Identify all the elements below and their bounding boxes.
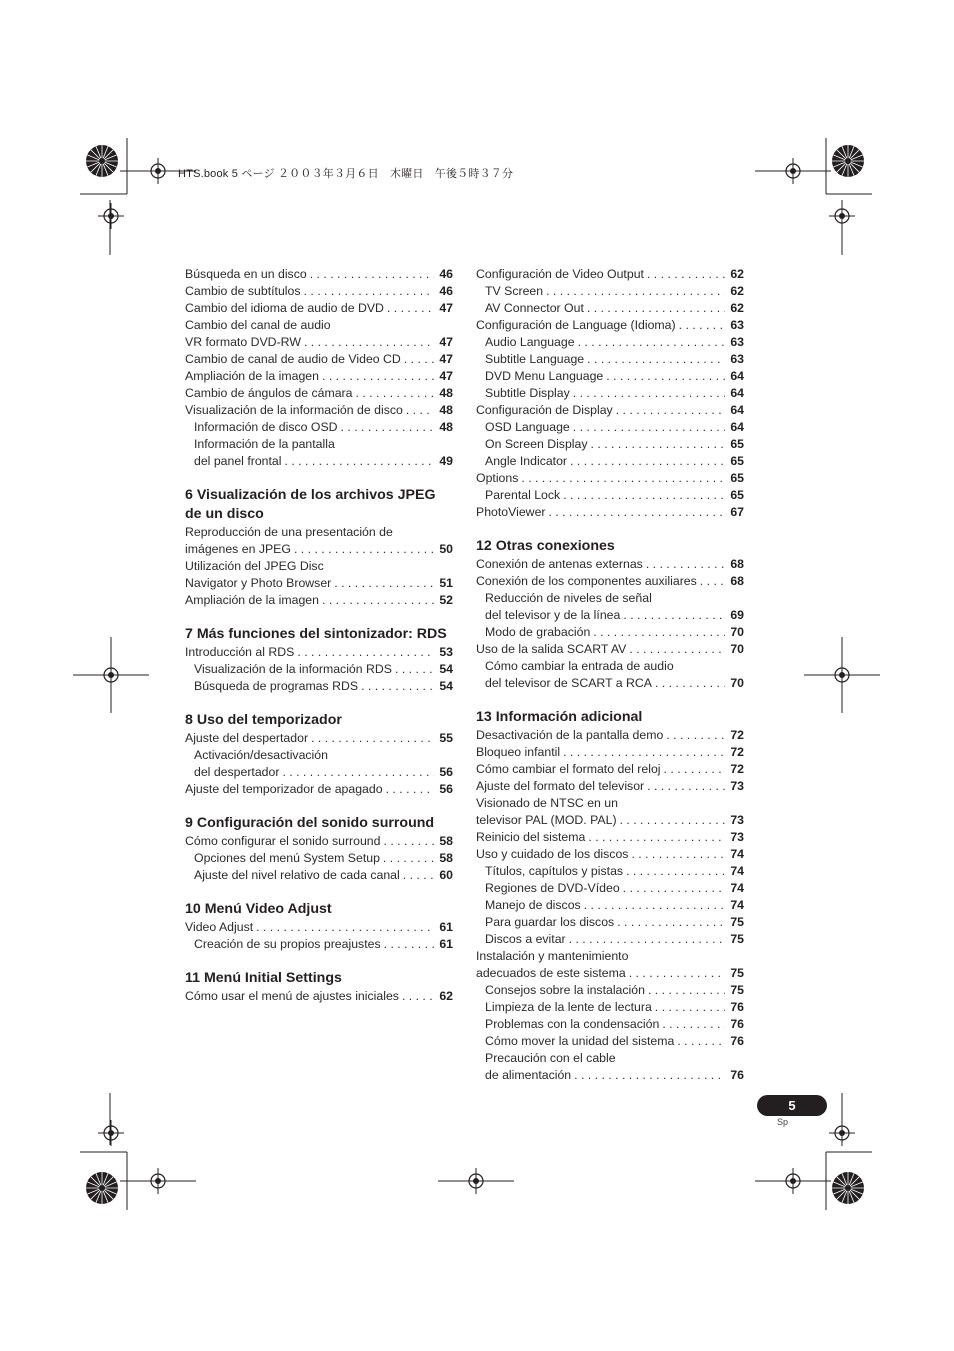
toc-entry[interactable]: [476, 880, 744, 897]
dot-leader: [606, 368, 725, 385]
toc-entry-title: Ajuste del formato del televisor: [476, 779, 645, 793]
toc-entry-title: Precaución con el cable: [485, 1051, 616, 1065]
toc-entry-page: 75: [730, 915, 744, 929]
toc-entry-title: Visualización de la información de disco: [185, 403, 403, 417]
toc-entry-page: 72: [730, 728, 744, 742]
toc-entry[interactable]: [185, 524, 453, 541]
dot-leader: [587, 351, 725, 368]
toc-entry[interactable]: [185, 919, 453, 936]
toc-entry-page: 75: [730, 966, 744, 980]
toc-entry-page: 68: [730, 574, 744, 588]
toc-entry-title: Limpieza de la lente de lectura: [485, 1000, 652, 1014]
toc-entry[interactable]: [185, 402, 453, 419]
section-heading: 10 Menú Video Adjust: [185, 901, 332, 917]
toc-entry[interactable]: [476, 675, 744, 692]
toc-entry-title: AV Connector Out: [485, 301, 584, 315]
dot-leader: [700, 573, 725, 590]
toc-entry[interactable]: [476, 453, 744, 470]
toc-entry-page: 64: [730, 386, 744, 400]
toc-entry[interactable]: [185, 317, 453, 334]
toc-section: [185, 969, 453, 1005]
toc-entry-title: TV Screen: [485, 284, 544, 298]
toc-entry-title: Visualización de la información RDS: [194, 662, 392, 676]
toc-entry[interactable]: [476, 573, 744, 590]
toc-entry-page: 65: [730, 488, 744, 502]
dot-leader: [383, 850, 434, 867]
toc-entry[interactable]: [185, 541, 453, 558]
toc-entry-page: 73: [730, 779, 744, 793]
dot-leader: [384, 833, 435, 850]
toc-entry-page: 52: [439, 593, 453, 607]
toc-entry-title: de alimentación: [485, 1068, 572, 1082]
toc-entry-page: 65: [730, 454, 744, 468]
toc-entry[interactable]: [185, 419, 453, 436]
toc-entry-page: 51: [439, 576, 453, 590]
dot-leader: [334, 575, 434, 592]
toc-entry[interactable]: [476, 846, 744, 863]
page-number-badge: 5: [757, 1095, 827, 1116]
toc-entry[interactable]: [476, 590, 744, 607]
toc-entry[interactable]: [476, 982, 744, 999]
dot-leader: [304, 283, 434, 300]
toc-entry-title: Búsqueda en un disco: [185, 267, 307, 281]
toc-entry[interactable]: [476, 300, 744, 317]
toc-entry-title: Cambio de ángulos de cámara: [185, 386, 353, 400]
toc-section: [185, 814, 453, 884]
toc-entry-title: Activación/desactivación: [194, 748, 328, 762]
language-code: Sp: [777, 1117, 789, 1127]
toc-entry[interactable]: [476, 965, 744, 982]
toc-entry-page: 65: [730, 471, 744, 485]
toc-entry-title: Conexión de los componentes auxiliares: [476, 574, 697, 588]
toc-entry-title: Audio Language: [485, 335, 575, 349]
toc-entry-page: 55: [439, 731, 453, 745]
dot-leader: [406, 402, 434, 419]
dot-leader: [616, 402, 725, 419]
toc-entry-page: 64: [730, 420, 744, 434]
toc-column-left: [185, 266, 453, 1021]
section-heading: 12 Otras conexiones: [476, 538, 615, 554]
section-heading: 9 Configuración del sonido surround: [185, 815, 435, 831]
toc-entry-page: 76: [730, 1000, 744, 1014]
toc-entry-title: Cómo mover la unidad del sistema: [485, 1034, 675, 1048]
toc-entry[interactable]: [185, 368, 453, 385]
dot-leader: [629, 641, 725, 658]
toc-entry[interactable]: [476, 351, 744, 368]
toc-entry[interactable]: [476, 897, 744, 914]
toc-entry-page: 64: [730, 369, 744, 383]
toc-entry-page: 58: [439, 834, 453, 848]
dot-leader: [591, 436, 725, 453]
toc-entry-page: 70: [730, 625, 744, 639]
toc-entry-title: OSD Language: [485, 420, 570, 434]
toc-entry-page: 63: [730, 352, 744, 366]
toc-entry[interactable]: [185, 936, 453, 953]
dot-leader: [623, 880, 725, 897]
dot-leader: [584, 897, 725, 914]
toc-entry-page: 60: [439, 868, 453, 882]
section-heading: 7 Más funciones del sintonizador: RDS: [185, 626, 447, 642]
dot-leader: [387, 300, 434, 317]
toc-entry-title: Cómo configurar el sonido surround: [185, 834, 381, 848]
toc-entry-title: Ajuste del despertador: [185, 731, 309, 745]
toc-entry-page: 76: [730, 1068, 744, 1082]
toc-entry-page: 76: [730, 1017, 744, 1031]
dot-leader: [573, 385, 725, 402]
toc-entry[interactable]: [476, 607, 744, 624]
toc-entry-title: Problemas con la condensación: [485, 1017, 660, 1031]
toc-entry-title: del televisor y de la línea: [485, 608, 621, 622]
toc-entry[interactable]: [476, 624, 744, 641]
toc-entry[interactable]: [476, 368, 744, 385]
section-heading: 6 Visualización de los archivos JPEG de un disco: [185, 487, 436, 522]
toc-entry-page: 54: [439, 662, 453, 676]
toc-entry[interactable]: [476, 812, 744, 829]
toc-entry-page: 74: [730, 881, 744, 895]
toc-entry[interactable]: [185, 764, 453, 781]
toc-entry[interactable]: [185, 730, 453, 747]
toc-entry-title: Introducción al RDS: [185, 645, 295, 659]
section-heading: 13 Información adicional: [476, 709, 643, 725]
toc-entry[interactable]: [185, 592, 453, 609]
toc-entry-title: Bloqueo infantil: [476, 745, 561, 759]
toc-section: [476, 708, 744, 1084]
toc-entry-title: Discos a evitar: [485, 932, 566, 946]
toc-entry[interactable]: [476, 948, 744, 965]
toc-entry-title: Desactivación de la pantalla demo: [476, 728, 664, 742]
toc-entry-title: Creación de su propios preajustes: [194, 937, 381, 951]
toc-entry[interactable]: [476, 334, 744, 351]
toc-entry-page: 73: [730, 830, 744, 844]
toc-entry[interactable]: [185, 644, 453, 661]
toc-entry-page: 62: [730, 284, 744, 298]
section-heading: 11 Menú Initial Settings: [185, 970, 342, 986]
dot-leader: [386, 781, 434, 798]
dot-leader: [569, 931, 725, 948]
toc-entry[interactable]: [476, 283, 744, 300]
toc-entry-title: PhotoViewer: [476, 505, 546, 519]
toc-section: [476, 266, 744, 521]
toc-entry[interactable]: [476, 727, 744, 744]
toc-entry[interactable]: [185, 747, 453, 764]
toc-entry[interactable]: [476, 1067, 744, 1084]
toc-entry-title: Cómo cambiar la entrada de audio: [485, 659, 674, 673]
toc-entry-title: Reproducción de una presentación de: [185, 525, 393, 539]
dot-leader: [588, 829, 725, 846]
toc-entry-page: 56: [439, 782, 453, 796]
print-header-stamp: HTS.book 5 ページ ２００３年３月６日 木曜日 午後５時３７分: [178, 168, 514, 180]
dot-leader: [677, 1033, 725, 1050]
toc-entry-title: Configuración de Display: [476, 403, 613, 417]
toc-entry-page: 61: [439, 937, 453, 951]
dot-leader: [679, 317, 725, 334]
toc-entry-title: Angle Indicator: [485, 454, 568, 468]
toc-entry-title: Subtitle Display: [485, 386, 570, 400]
dot-leader: [395, 661, 434, 678]
toc-entry-title: Títulos, capítulos y pistas: [485, 864, 624, 878]
toc-entry[interactable]: [476, 556, 744, 573]
toc-entry-page: 47: [439, 301, 453, 315]
toc-entry-title: Ampliación de la imagen: [185, 593, 319, 607]
toc-entry-page: 48: [439, 420, 453, 434]
dot-leader: [647, 778, 725, 795]
dot-leader: [655, 675, 725, 692]
toc-entry[interactable]: [185, 266, 453, 283]
toc-entry[interactable]: [476, 1050, 744, 1067]
toc-entry-page: 63: [730, 318, 744, 332]
toc-entry[interactable]: [476, 795, 744, 812]
toc-entry[interactable]: [185, 453, 453, 470]
dot-leader: [620, 812, 725, 829]
toc-entry-page: 58: [439, 851, 453, 865]
toc-entry[interactable]: [476, 744, 744, 761]
dot-leader: [587, 300, 725, 317]
toc-entry-title: Subtitle Language: [485, 352, 585, 366]
toc-entry-title: Utilización del JPEG Disc: [185, 559, 324, 573]
toc-entry-page: 50: [439, 542, 453, 556]
toc-entry[interactable]: [476, 829, 744, 846]
toc-entry[interactable]: [476, 402, 744, 419]
dot-leader: [384, 936, 434, 953]
dot-leader: [631, 846, 725, 863]
toc-section: [185, 266, 453, 470]
toc-entry[interactable]: [476, 419, 744, 436]
toc-entry-title: Reducción de niveles de señal: [485, 591, 652, 605]
dot-leader: [629, 965, 725, 982]
dot-leader: [285, 453, 434, 470]
toc-entry[interactable]: [476, 931, 744, 948]
toc-entry-title: VR formato DVD-RW: [185, 335, 301, 349]
toc-entry-title: Información de disco OSD: [194, 420, 338, 434]
toc-entry[interactable]: [185, 850, 453, 867]
toc-entry-page: 61: [439, 920, 453, 934]
toc-entry-title: del despertador: [194, 765, 280, 779]
toc-entry-title: Ajuste del temporizador de apagado: [185, 782, 383, 796]
toc-entry-page: 63: [730, 335, 744, 349]
dot-leader: [341, 419, 434, 436]
toc-entry-title: DVD Menu Language: [485, 369, 604, 383]
toc-entry-page: 56: [439, 765, 453, 779]
toc-entry[interactable]: [476, 658, 744, 675]
toc-entry-title: adecuados de este sistema: [476, 966, 626, 980]
toc-entry[interactable]: [185, 334, 453, 351]
toc-entry-title: imágenes en JPEG: [185, 542, 291, 556]
dot-leader: [570, 453, 725, 470]
toc-entry[interactable]: [476, 914, 744, 931]
toc-entry-title: On Screen Display: [485, 437, 588, 451]
toc-entry[interactable]: [476, 863, 744, 880]
dot-leader: [664, 761, 725, 778]
dot-leader: [294, 541, 434, 558]
toc-entry[interactable]: [476, 761, 744, 778]
dot-leader: [626, 863, 725, 880]
dot-leader: [402, 988, 434, 1005]
dot-leader: [403, 867, 434, 884]
toc-entry-page: 49: [439, 454, 453, 468]
dot-leader: [578, 334, 725, 351]
toc-entry-page: 73: [730, 813, 744, 827]
toc-entry-title: Para guardar los discos: [485, 915, 615, 929]
toc-entry-page: 76: [730, 1034, 744, 1048]
dot-leader: [322, 592, 434, 609]
toc-entry[interactable]: [476, 385, 744, 402]
toc-entry-title: Parental Lock: [485, 488, 561, 502]
toc-entry-page: 74: [730, 864, 744, 878]
toc-entry-page: 47: [439, 369, 453, 383]
dot-leader: [563, 487, 725, 504]
dot-leader: [648, 982, 725, 999]
toc-entry-page: 74: [730, 898, 744, 912]
toc-entry[interactable]: [476, 1033, 744, 1050]
toc-entry[interactable]: [185, 300, 453, 317]
toc-entry-title: Regiones de DVD-Vídeo: [485, 881, 620, 895]
toc-entry-title: Cómo usar el menú de ajustes iniciales: [185, 989, 399, 1003]
toc-entry-title: Instalación y mantenimiento: [476, 949, 629, 963]
toc-entry-page: 65: [730, 437, 744, 451]
dot-leader: [549, 504, 725, 521]
toc-entry[interactable]: [185, 558, 453, 575]
toc-entry[interactable]: [476, 487, 744, 504]
toc-entry[interactable]: [185, 283, 453, 300]
toc-entry-title: Ajuste del nivel relativo de cada canal: [194, 868, 400, 882]
toc-entry[interactable]: [476, 266, 744, 283]
toc-entry-page: 67: [730, 505, 744, 519]
toc-entry-title: Cambio de subtítulos: [185, 284, 301, 298]
toc-entry-page: 46: [439, 267, 453, 281]
toc-entry[interactable]: [476, 999, 744, 1016]
dot-leader: [297, 644, 434, 661]
toc-entry-title: del televisor de SCART a RCA: [485, 676, 652, 690]
toc-entry[interactable]: [185, 678, 453, 695]
toc-entry-title: Búsqueda de programas RDS: [194, 679, 359, 693]
toc-entry-page: 46: [439, 284, 453, 298]
toc-entry-title: Cambio de canal de audio de Video CD: [185, 352, 401, 366]
toc-entry-page: 69: [730, 608, 744, 622]
toc-entry[interactable]: [476, 1016, 744, 1033]
toc-entry-page: 75: [730, 983, 744, 997]
dot-leader: [646, 556, 725, 573]
toc-section: [185, 900, 453, 953]
toc-entry-title: televisor PAL (MOD. PAL): [476, 813, 617, 827]
toc-entry-page: 72: [730, 762, 744, 776]
toc-entry[interactable]: [185, 575, 453, 592]
toc-entry-title: Cambio del canal de audio: [185, 318, 331, 332]
toc-entry[interactable]: [476, 317, 744, 334]
toc-entry-title: Uso y cuidado de los discos: [476, 847, 629, 861]
dot-leader: [322, 368, 434, 385]
toc-entry-page: 47: [439, 335, 453, 349]
toc-entry[interactable]: [476, 436, 744, 453]
toc-entry-page: 48: [439, 386, 453, 400]
toc-entry-page: 70: [730, 676, 744, 690]
toc-entry[interactable]: [185, 867, 453, 884]
dot-leader: [623, 607, 725, 624]
section-heading: 8 Uso del temporizador: [185, 712, 342, 728]
toc-entry-page: 75: [730, 932, 744, 946]
toc-entry-page: 48: [439, 403, 453, 417]
dot-leader: [573, 419, 725, 436]
toc-entry-title: Conexión de antenas externas: [476, 557, 643, 571]
dot-leader: [311, 730, 434, 747]
dot-leader: [546, 283, 725, 300]
toc-entry-page: 53: [439, 645, 453, 659]
dot-leader: [256, 919, 434, 936]
dot-leader: [521, 470, 725, 487]
toc-entry-page: 62: [730, 267, 744, 281]
dot-leader: [574, 1067, 725, 1084]
toc-entry[interactable]: [185, 988, 453, 1005]
toc-entry-page: 47: [439, 352, 453, 366]
dot-leader: [666, 727, 725, 744]
dot-leader: [304, 334, 434, 351]
toc-entry[interactable]: [185, 385, 453, 402]
toc-entry-title: Modo de grabación: [485, 625, 591, 639]
dot-leader: [617, 914, 725, 931]
toc-section: [476, 537, 744, 692]
dot-leader: [361, 678, 434, 695]
toc-column-right: [476, 266, 744, 1100]
toc-entry-title: Video Adjust: [185, 920, 254, 934]
toc-entry-title: Consejos sobre la instalación: [485, 983, 645, 997]
dot-leader: [662, 1016, 725, 1033]
toc-entry-title: Visionado de NTSC en un: [476, 796, 618, 810]
toc-entry-title: Opciones del menú System Setup: [194, 851, 380, 865]
toc-entry-page: 70: [730, 642, 744, 656]
toc-entry-title: Configuración de Video Output: [476, 267, 644, 281]
dot-leader: [655, 999, 725, 1016]
toc-entry-page: 68: [730, 557, 744, 571]
toc-entry[interactable]: [476, 778, 744, 795]
toc-entry-title: del panel frontal: [194, 454, 282, 468]
toc-entry-title: Options: [476, 471, 519, 485]
toc-entry[interactable]: [185, 781, 453, 798]
dot-leader: [282, 764, 434, 781]
toc-entry-page: 64: [730, 403, 744, 417]
toc-section: [185, 711, 453, 798]
toc-entry-title: Información de la pantalla: [194, 437, 335, 451]
dot-leader: [404, 351, 434, 368]
dot-leader: [563, 744, 725, 761]
dot-leader: [593, 624, 725, 641]
toc-entry-page: 74: [730, 847, 744, 861]
toc-entry-title: Ampliación de la imagen: [185, 369, 319, 383]
toc-entry-title: Cómo cambiar el formato del reloj: [476, 762, 661, 776]
toc-entry-page: 62: [439, 989, 453, 1003]
toc-entry-page: 54: [439, 679, 453, 693]
dot-leader: [647, 266, 725, 283]
toc-entry-title: Uso de la salida SCART AV: [476, 642, 627, 656]
toc-entry[interactable]: [476, 470, 744, 487]
toc-entry-title: Manejo de discos: [485, 898, 581, 912]
toc-entry-title: Configuración de Language (Idioma): [476, 318, 676, 332]
toc-entry-title: Cambio del idioma de audio de DVD: [185, 301, 384, 315]
toc-entry-page: 62: [730, 301, 744, 315]
toc-entry-title: Reinicio del sistema: [476, 830, 586, 844]
toc-entry-title: Navigator y Photo Browser: [185, 576, 332, 590]
toc-entry[interactable]: [185, 436, 453, 453]
dot-leader: [355, 385, 434, 402]
toc-entry-page: 72: [730, 745, 744, 759]
toc-entry[interactable]: [185, 833, 453, 850]
dot-leader: [310, 266, 434, 283]
toc-section: [185, 486, 453, 609]
toc-entry[interactable]: [476, 641, 744, 658]
toc-entry[interactable]: [185, 351, 453, 368]
toc-entry[interactable]: [185, 661, 453, 678]
toc-section: [185, 625, 453, 695]
toc-entry[interactable]: [476, 504, 744, 521]
